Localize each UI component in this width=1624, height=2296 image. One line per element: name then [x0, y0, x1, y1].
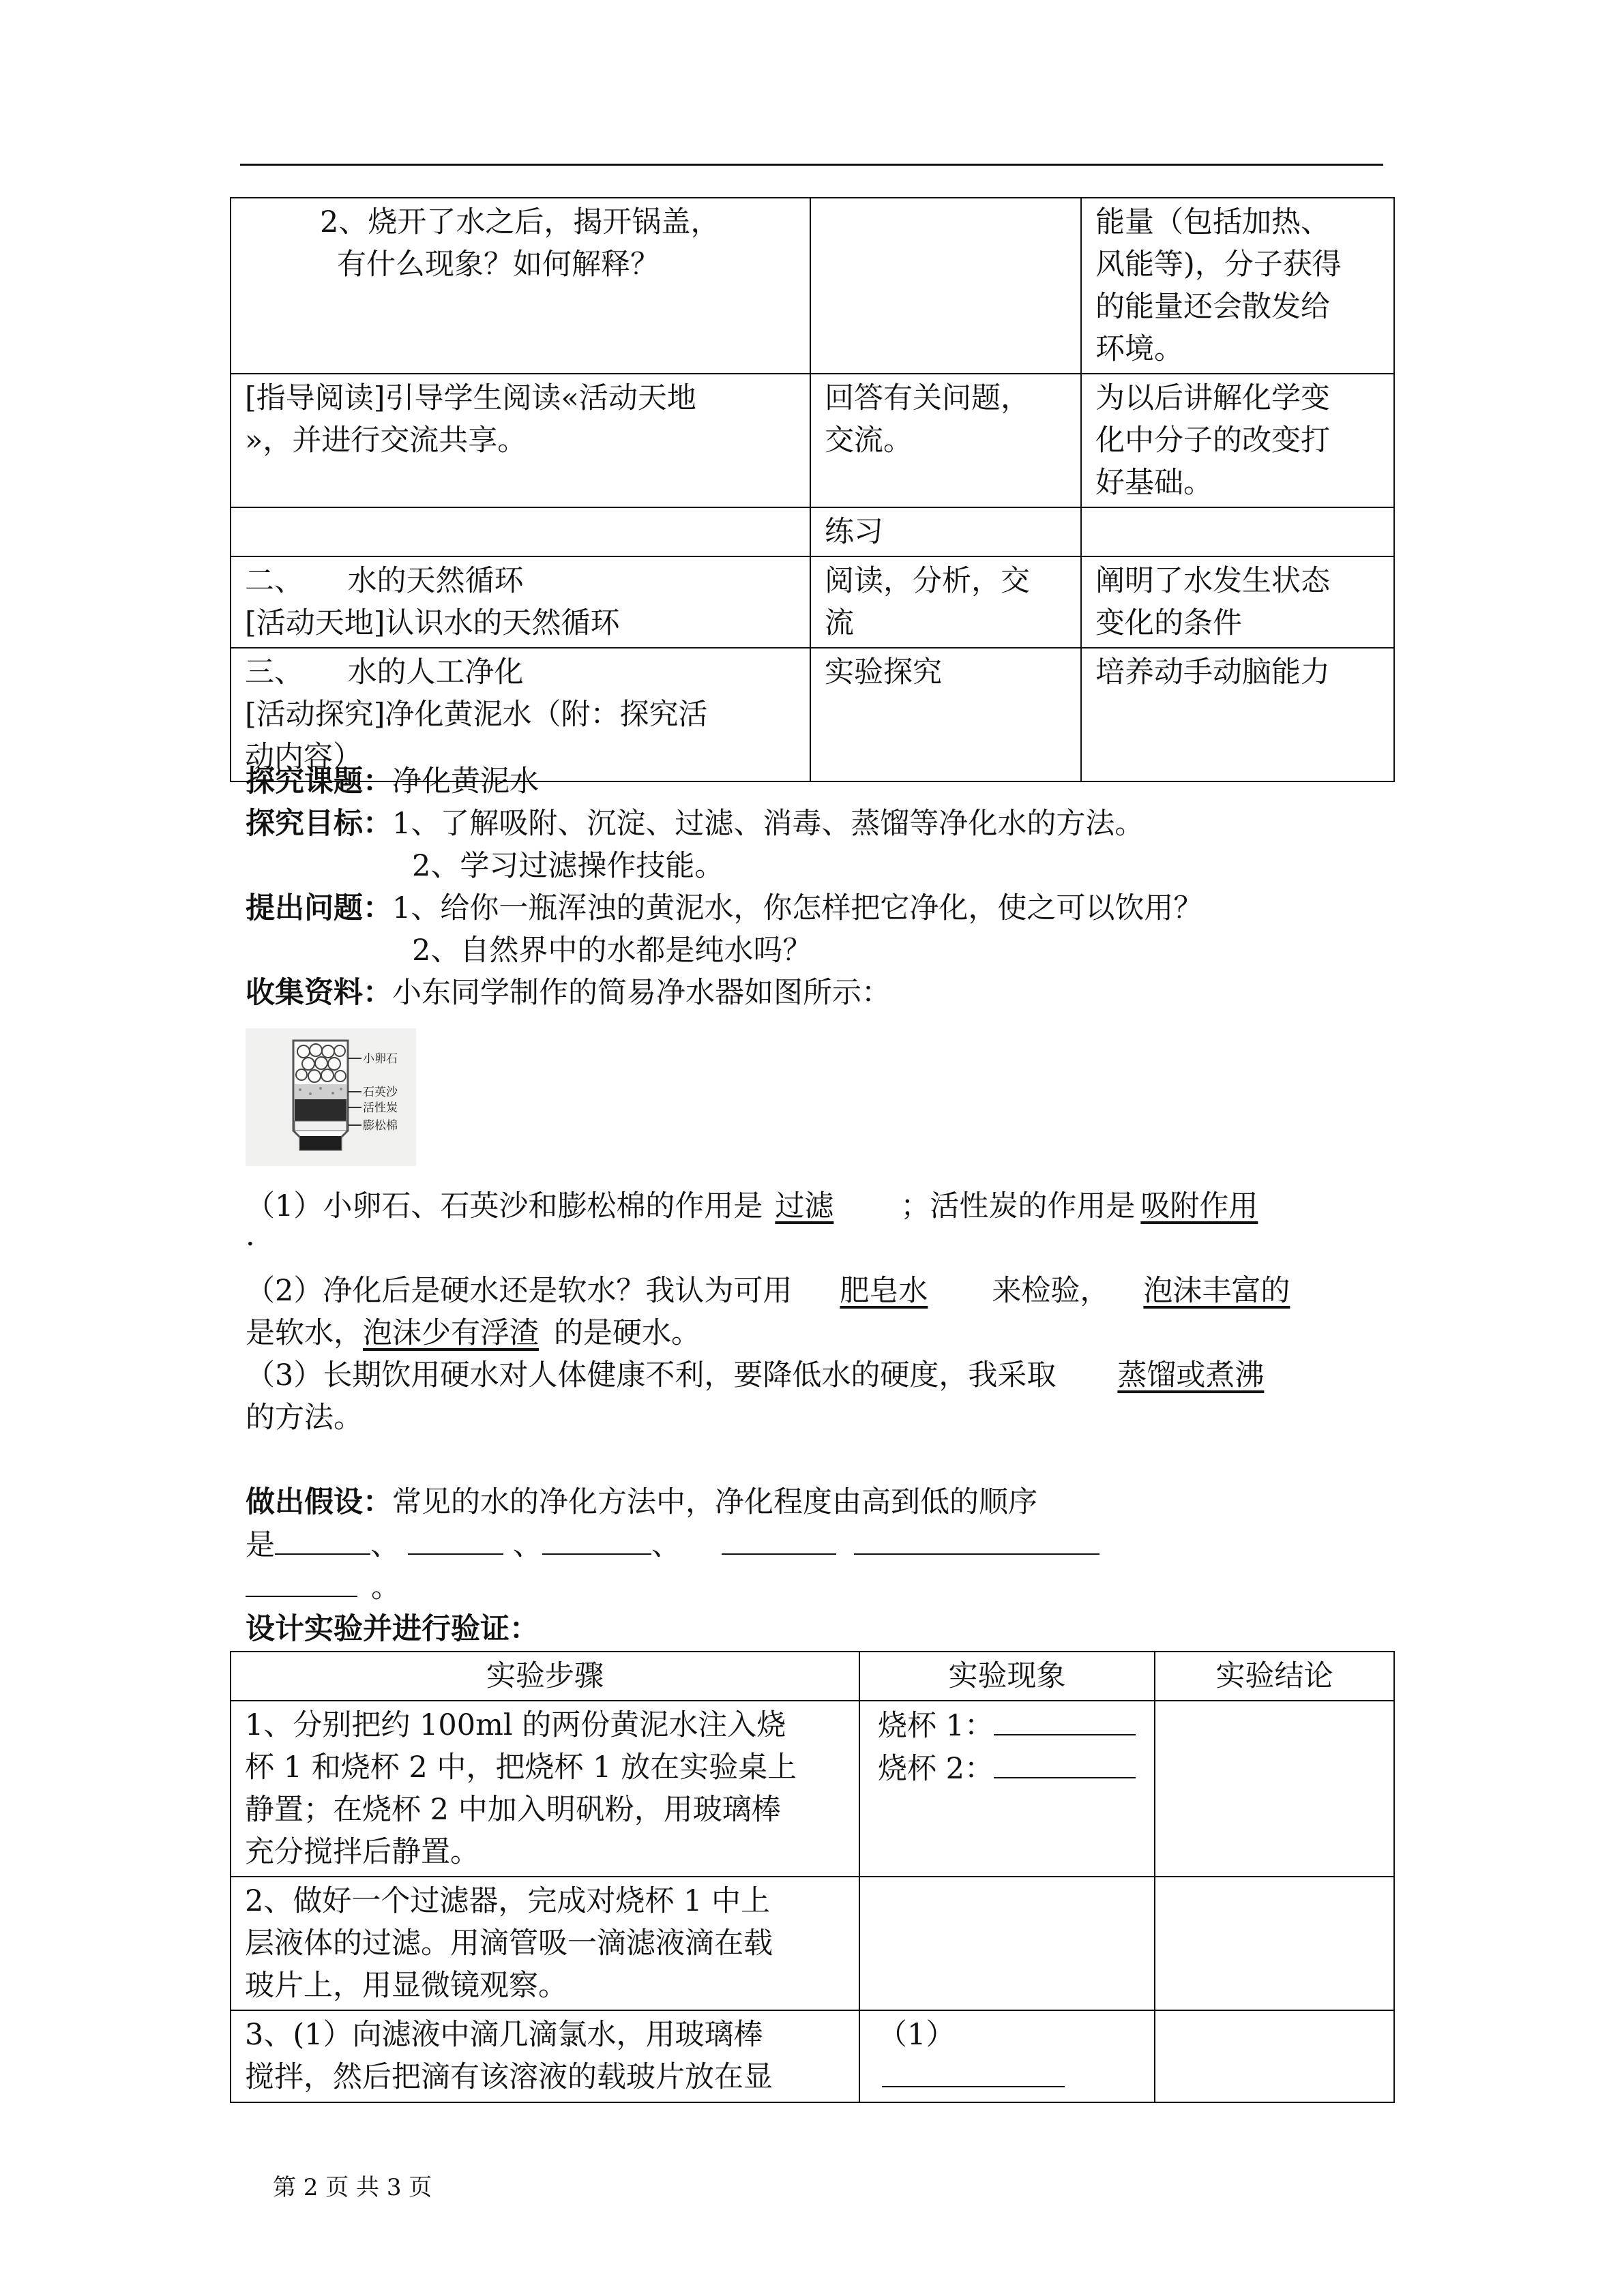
table-header-row — [231, 1652, 1394, 1701]
question-2: （2）净化后是硬水还是软水？我认为可用 肥皂水 来检验， 泡沫丰富的 — [246, 1274, 1290, 1308]
water-filter-drawing — [246, 1028, 416, 1166]
answer-blank[interactable] — [246, 1566, 357, 1597]
cell-text: 静置；在烧杯 2 中加入明矾粉，用玻璃棒 — [245, 1793, 781, 1827]
inquiry-collect: 收集资料：小东同学制作的简易净水器如图所示： — [246, 976, 891, 1010]
cell-text: [活动探究]净化黄泥水（附：探究活 — [245, 698, 708, 732]
cell-text: 回答有关问题， — [825, 381, 1030, 415]
water-filter-figure — [246, 1028, 416, 1166]
hypothesis-blanks: 是 、 、 、 — [246, 1523, 1099, 1566]
answer-blank[interactable] — [882, 2056, 1065, 2087]
answer-blank[interactable] — [408, 1523, 503, 1555]
cell-text: 3、(1）向滤液中滴几滴氯水，用玻璃棒 — [245, 2018, 763, 2052]
cell-text: 培养动手动脑能力 — [1081, 648, 1394, 781]
answer-blank[interactable] — [994, 1704, 1136, 1735]
question-3: （3）长期饮用硬水对人体健康不利，要降低水的硬度，我采取 蒸馏或煮沸 — [246, 1358, 1265, 1392]
answer-blank[interactable] — [275, 1523, 370, 1555]
table-row — [231, 374, 1394, 507]
cell-text: 动内容） — [245, 740, 362, 774]
cell-text: 充分搅拌后静置。 — [245, 1835, 479, 1869]
cell-text: 有什么现象？如何解释？ — [337, 248, 660, 282]
column-header: 实验步骤 — [231, 1652, 859, 1701]
cell-text: 好基础。 — [1095, 466, 1213, 500]
column-header: 实验现象 — [859, 1652, 1155, 1701]
cell-text: [指导阅读]引导学生阅读«活动天地 — [245, 381, 696, 415]
cell-text: 1、分别把约 100ml 的两份黄泥水注入烧 — [245, 1708, 786, 1742]
cell-text: 2、烧开了水之后，揭开锅盖， — [320, 205, 720, 239]
cell-text: 的能量还会散发给 — [1095, 290, 1330, 324]
answer-blank[interactable] — [542, 1523, 651, 1555]
cell-text: 阅读，分析，交 — [825, 564, 1030, 598]
figure-label: 活性炭 — [363, 1101, 398, 1115]
cell-text: 二、 水的天然循环 — [245, 564, 524, 598]
observation-line: 烧杯 2： — [878, 1747, 1140, 1790]
cell-text: 为以后讲解化学变 — [1095, 381, 1330, 415]
question-2-cont: 是软水，泡沫少有浮渣 的是硬水。 — [246, 1316, 700, 1350]
experiment-table — [230, 1651, 1395, 2103]
inquiry-question: 提出问题：1、给你一瓶浑浊的黄泥水，你怎样把它净化，使之可以饮用？ — [246, 891, 1203, 925]
inquiry-goal-2: 2、学习过滤操作技能。 — [412, 849, 724, 883]
question-1-end: . — [246, 1219, 255, 1253]
figure-label: 小卵石 — [363, 1052, 398, 1066]
inquiry-goal: 探究目标：1、了解吸附、沉淀、过滤、消毒、蒸馏等净化水的方法。 — [246, 807, 1145, 841]
hypothesis: 做出假设：常见的水的净化方法中，净化程度由高到低的顺序 — [246, 1485, 1037, 1519]
lesson-table — [230, 197, 1395, 782]
table-row — [231, 1877, 1394, 2010]
cell-text: »，并进行交流共享。 — [245, 423, 527, 458]
cell-text: 能量（包括加热、 — [1095, 205, 1330, 239]
table-row — [231, 507, 1394, 556]
observation-line: （1） — [878, 2014, 1140, 2099]
cell-text: 杯 1 和烧杯 2 中，把烧杯 1 放在实验桌上 — [245, 1750, 797, 1785]
cell-text: [活动天地]认识水的天然循环 — [245, 606, 620, 640]
cell-text: 变化的条件 — [1095, 606, 1242, 640]
column-header: 实验结论 — [1155, 1652, 1394, 1701]
table-row — [231, 198, 1394, 374]
answer-blank[interactable] — [854, 1523, 1099, 1555]
cell-text: 交流。 — [825, 423, 913, 458]
figure-label: 膨松棉 — [363, 1119, 398, 1133]
cell-text: 流 — [825, 606, 854, 640]
observation-line: 烧杯 1： — [878, 1704, 1140, 1747]
cell-text: 环境。 — [1095, 332, 1183, 366]
cell-text: 实验探究 — [810, 648, 1081, 781]
header-rule — [240, 164, 1383, 166]
answer-blank[interactable] — [722, 1523, 836, 1555]
cell-text: 三、 水的人工净化 — [245, 655, 524, 689]
answer-blank[interactable] — [994, 1747, 1136, 1778]
table-row — [231, 556, 1394, 648]
cell-text: 风能等)，分子获得 — [1095, 248, 1342, 282]
inquiry-topic: 探究课题：净化黄泥水 — [246, 764, 539, 799]
cell-text: 2、做好一个过滤器，完成对烧杯 1 中上 — [245, 1884, 771, 1918]
cell-text: 搅拌，然后把滴有该溶液的载玻片放在显 — [245, 2060, 773, 2094]
question-1: （1）小卵石、石英沙和膨松棉的作用是 过滤 ；活性炭的作用是 吸附作用 — [246, 1189, 1258, 1223]
design-heading: 设计实验并进行验证： — [246, 1612, 539, 1646]
hypothesis-end: 。 — [246, 1566, 400, 1609]
inquiry-question-2: 2、自然界中的水都是纯水吗？ — [412, 934, 812, 968]
table-row — [231, 1701, 1394, 1877]
cell-text: 阐明了水发生状态 — [1095, 564, 1330, 598]
cell-text: 玻片上，用显微镜观察。 — [245, 1969, 567, 2003]
figure-label: 石英沙 — [363, 1086, 398, 1099]
cell-text: 层液体的过滤。用滴管吸一滴滤液滴在载 — [245, 1926, 773, 1960]
table-row — [231, 2010, 1394, 2102]
cell-text: 化中分子的改变打 — [1095, 423, 1330, 458]
page-footer: 第 2 页 共 3 页 — [273, 2174, 432, 2201]
cell-text: 练习 — [810, 507, 1081, 556]
question-3-end: 的方法。 — [246, 1401, 363, 1435]
